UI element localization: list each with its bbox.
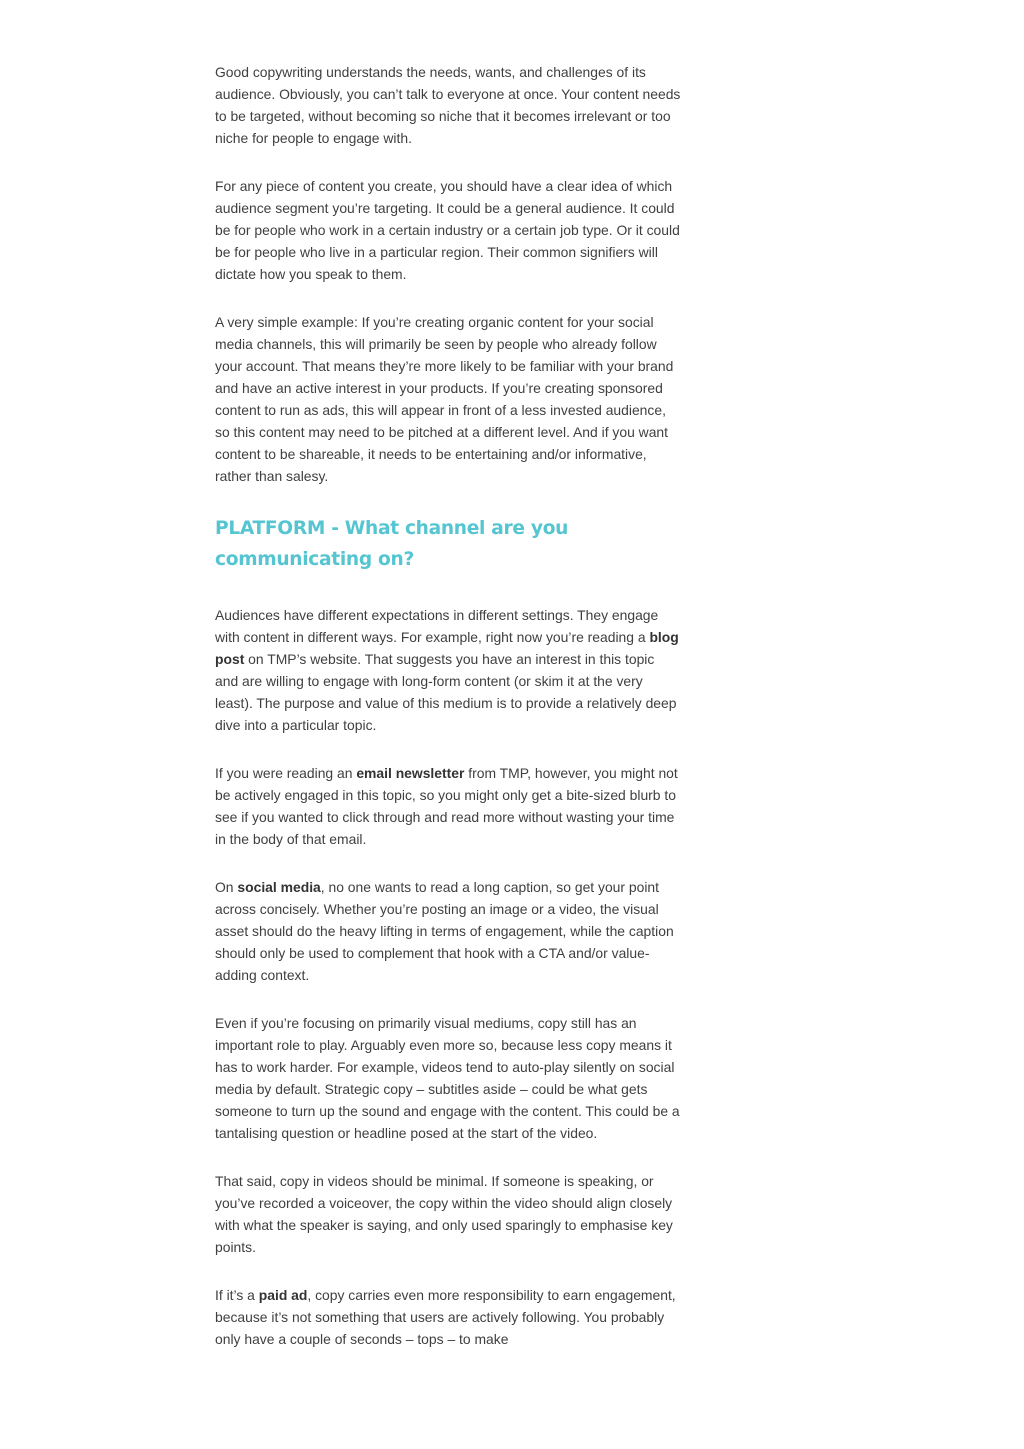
bold-term-paid-ad: paid ad bbox=[258, 1287, 308, 1303]
text-run: Audiences have different expectations in different settings. They engage with content in different ways. For example, right now you’re reading a bbox=[215, 607, 659, 645]
paragraph-audience-segment: For any piece of content you create, you should have a clear idea of which audience segment you’re targeting. It could be a general audience. It could be for people who work in a certain industry or a certain job type. Or it could be for people who live in a particular region. Their common signifiers will dictate how you speak to them. bbox=[215, 178, 680, 282]
text-run: If it’s a bbox=[215, 1287, 259, 1303]
text-run: from TMP, however, you might not be actively engaged in this topic, so you might only get a bite-sized blurb to see if you wanted to click through and read more without wasting your time in the body of that email. bbox=[215, 765, 678, 847]
paragraph-audience-example: A very simple example: If you’re creating organic content for your social media channels, this will primarily be seen by people who already follow your account. That means they’re more likely to be familiar with your brand and have an active interest in your products. If you’re creating sponsored content to run as ads, this will appear in front of a less invested audience, so this content may need to be pitched at a different level. And if you want content to be shareable, it needs to be entertaining and/or informative, rather than salesy. bbox=[215, 314, 674, 484]
paragraph-email-newsletter bbox=[215, 762, 681, 850]
article-body bbox=[215, 61, 681, 1350]
paragraph-social-media bbox=[215, 876, 681, 986]
text-run: On bbox=[215, 879, 238, 895]
paragraph-paid-ad bbox=[215, 1284, 681, 1350]
paragraph-audience-intro: Good copywriting understands the needs, wants, and challenges of its audience. Obviously, you can’t talk to everyone at once. Your content needs to be targeted, without becoming so niche that it becomes irrelevant or too niche for people to engage with. bbox=[215, 64, 681, 146]
paragraph-video-copy: That said, copy in videos should be minimal. If someone is speaking, or you’ve recorded a voiceover, the copy within the video should align closely with what the speaker is saying, and only used sparingly to emphasise key points. bbox=[215, 1173, 673, 1255]
text-run: If you were reading an bbox=[215, 765, 357, 781]
paragraph-visual-mediums: Even if you’re focusing on primarily visual mediums, copy still has an important role to play. Arguably even more so, because less copy means it has to work harder. For example, videos tend to auto-play silently on social media by default. Strategic copy – subtitles aside – could be what gets someone to turn up the sound and engage with the content. This could be a tantalising question or headline posed at the start of the video. bbox=[215, 1015, 680, 1141]
bold-term-email-newsletter: email newsletter bbox=[356, 765, 465, 781]
text-run: , copy carries even more responsibility to earn engagement, because it’s not something that users are actively following. You probably only have a couple of seconds – tops – to make bbox=[215, 1287, 676, 1347]
text-run: , no one wants to read a long caption, so get your point across concisely. Whether you’re posting an image or a video, the visual asset should do the heavy lifting in terms of engagement, while the caption should only be used to complement that hook with a CTA and/or value-adding context. bbox=[215, 879, 674, 983]
bold-term-blog-post: blog post bbox=[215, 629, 679, 667]
text-run: on TMP’s website. That suggests you have an interest in this topic and are willing to engage with long-form content (or skim it at the very least). The purpose and value of this medium is to provide a relatively deep dive into a particular topic. bbox=[215, 651, 677, 733]
paragraph-blog-post bbox=[215, 604, 681, 736]
section-heading-platform: PLATFORM - What channel are you communicating on? bbox=[215, 518, 569, 570]
bold-term-social-media: social media bbox=[237, 879, 321, 895]
